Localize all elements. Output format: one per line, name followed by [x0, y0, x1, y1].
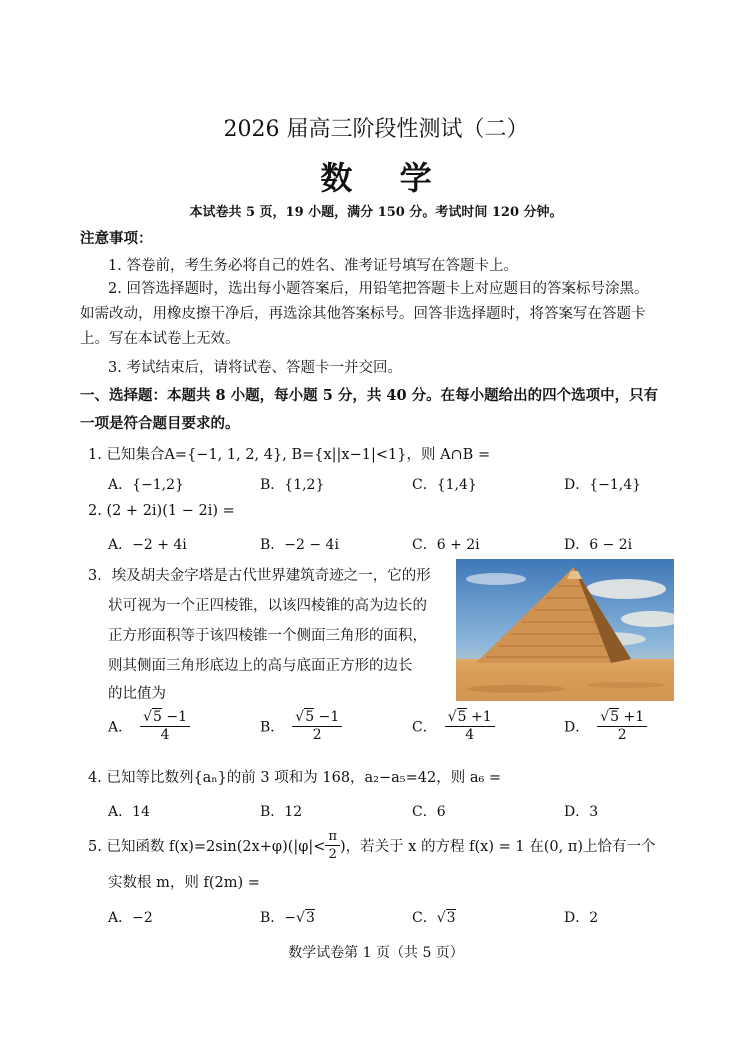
- note-item-3: 3. 考试结束后，请将试卷、答题卡一并交回。: [108, 360, 402, 376]
- option-label: B．: [260, 719, 285, 736]
- question-1-option-a: A．{−1,2}: [108, 477, 184, 493]
- question-4-option-b: B．12: [260, 804, 303, 820]
- section-heading-line-1: 一、选择题：本题共 8 小题，每小题 5 分，共 40 分。在每小题给出的四个选项中，只有: [80, 387, 659, 404]
- question-2-stem: 2. (2 + 2i)(1 − 2i) =: [88, 503, 235, 519]
- numerator-rest: +1: [466, 709, 492, 725]
- question-5-option-d: [564, 907, 598, 927]
- question-3-line-3: 正方形面积等于该四棱锥一个侧面三角形的面积，: [108, 628, 427, 644]
- question-5-stem: [88, 828, 656, 863]
- option-fraction: [292, 709, 342, 744]
- option-value: −2: [132, 910, 153, 926]
- option-label: D．: [564, 719, 590, 736]
- question-2-option-a: A．−2 + 4i: [108, 537, 187, 553]
- numerator-rest: −1: [161, 709, 188, 725]
- sqrt-radicand: 5: [457, 709, 467, 725]
- section-heading-line-2: 一项是符合题目要求的。: [80, 415, 240, 432]
- question-1-option-c: C．{1,4}: [412, 477, 477, 493]
- question-5-option-c: C．√3: [412, 910, 456, 926]
- option-fraction: [140, 709, 190, 744]
- question-3-line-5: 的比值为: [108, 686, 166, 702]
- option-value: 2: [589, 910, 599, 926]
- fraction-denominator: 2: [312, 727, 322, 743]
- question-3-option-b: [260, 709, 342, 744]
- question-1-option-d: D．{−1,4}: [564, 477, 642, 493]
- question-3-option-a: [108, 709, 190, 744]
- exam-info: 本试卷共 5 页，19 小题，满分 150 分。考试时间 120 分钟。: [189, 205, 563, 220]
- sqrt-radicand: 3: [305, 910, 315, 926]
- question-4-stem: 4. 已知等比数列{aₙ}的前 3 项和为 168，a₂−a₅=42，则 a₆ =: [88, 770, 502, 786]
- fraction-denominator: 2: [617, 727, 627, 743]
- question-3-line-4: 则其侧面三角形底边上的高与底面正方形的边长: [108, 658, 413, 674]
- note-item-2-line-2: 如需改动，用橡皮擦干净后，再选涂其他答案标号。回答非选择题时，将答案写在答题卡: [80, 306, 646, 322]
- note-item-1: 1. 答卷前，考生务必将自己的姓名、准考证号填写在答题卡上。: [108, 258, 518, 274]
- question-4-option-c: C．6: [412, 804, 446, 820]
- question-2-option-d: D．6 − 2i: [564, 537, 633, 553]
- notes-heading: 注意事项：: [80, 230, 153, 247]
- pi-over-2-fraction: [325, 828, 340, 863]
- question-3-option-d: [564, 709, 647, 744]
- question-3-line-2: 状可视为一个正四棱锥，以该四棱锥的高为边长的: [108, 598, 427, 614]
- fraction-numerator: √5 +1: [597, 709, 647, 727]
- fraction-denominator: 2: [328, 847, 337, 862]
- option-prefix: −: [284, 910, 297, 926]
- option-label: A．: [108, 719, 133, 736]
- option-label: C．: [412, 910, 437, 926]
- sqrt-radicand: 5: [153, 709, 162, 725]
- option-label: A．: [108, 910, 133, 926]
- numerator-rest: −1: [314, 709, 340, 725]
- question-4-option-a: A．14: [108, 804, 150, 820]
- note-item-2-line-1: 2. 回答选择题时，选出每小题答案后，用铅笔把答题卡上对应题目的答案标号涂黑。: [108, 281, 649, 297]
- option-fraction: [597, 709, 647, 744]
- question-2-option-b: B．−2 − 4i: [260, 537, 339, 553]
- option-label: C．: [412, 719, 437, 736]
- question-2-option-c: C．6 + 2i: [412, 537, 480, 553]
- pyramid-photo: [456, 559, 674, 701]
- page-footer: 数学试卷第 1 页（共 5 页）: [288, 945, 464, 961]
- option-label: D．: [564, 910, 590, 926]
- question-5-line-2: 实数根 m，则 f(2m) =: [108, 875, 260, 891]
- question-5-stem-part-a: 5. 已知函数 f(x)=2sin(2x+φ)(|φ|<: [88, 839, 326, 855]
- option-fraction: [445, 709, 495, 744]
- question-5-stem-part-b: )，若关于 x 的方程 f(x) = 1 在(0, π)上恰有一个: [340, 839, 656, 855]
- fraction-numerator: √5 +1: [445, 709, 495, 727]
- numerator-rest: +1: [619, 709, 645, 725]
- subject-title: 数 学: [320, 159, 450, 197]
- fraction-numerator: √5 −1: [292, 709, 342, 727]
- fraction-numerator: π: [325, 828, 340, 846]
- sqrt-radicand: 5: [610, 709, 620, 725]
- question-3-line-1: 3．埃及胡夫金字塔是古代世界建筑奇迹之一，它的形: [88, 568, 431, 584]
- exam-title: 2026 届高三阶段性测试（二）: [223, 117, 529, 142]
- note-item-2-line-3: 上。写在本试卷上无效。: [80, 331, 240, 347]
- question-5-option-b: B．−√3: [260, 910, 315, 926]
- fraction-denominator: 4: [465, 727, 475, 743]
- question-3-option-c: [412, 709, 495, 744]
- question-4-option-d: D．3: [564, 804, 599, 820]
- question-1-option-b: B．{1,2}: [260, 477, 325, 493]
- sqrt-radicand: 5: [305, 709, 315, 725]
- question-5-option-a: [108, 907, 153, 927]
- fraction-numerator: √5 −1: [140, 709, 190, 727]
- question-1-stem: 1. 已知集合A={−1, 1, 2, 4}, B={x||x−1|<1}，则 A∩B =: [88, 447, 491, 463]
- sqrt-radicand: 3: [446, 910, 456, 926]
- option-label: B．: [260, 910, 285, 926]
- fraction-denominator: 4: [160, 727, 170, 743]
